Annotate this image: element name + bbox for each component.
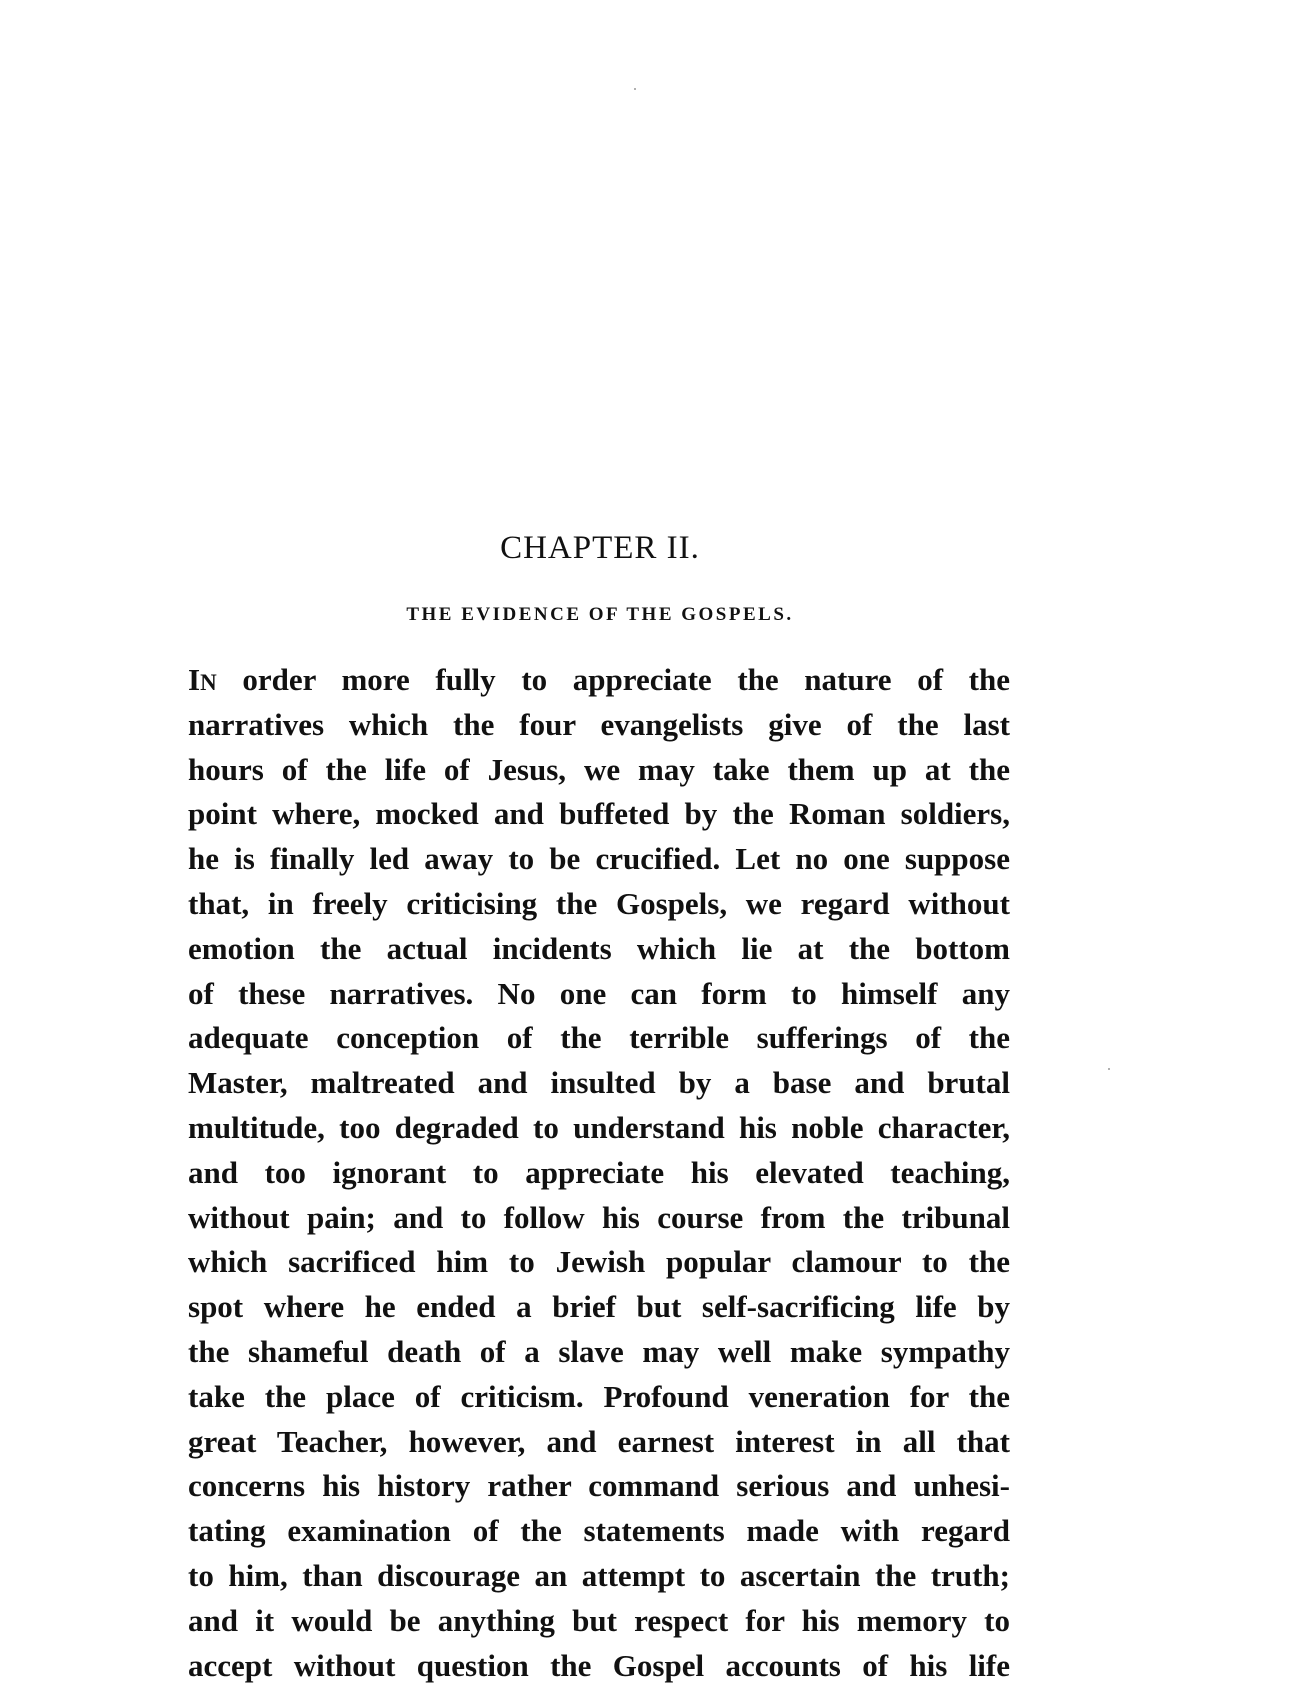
text-line: the shameful death of a slave may well make sympathy	[188, 1333, 1010, 1369]
text-line: take the place of criticism. Profound veneration for the	[188, 1378, 1010, 1414]
text-line: and it would be anything but respect for his memory to	[188, 1602, 1010, 1638]
text-line: point where, mocked and buffeted by the Roman soldiers,	[188, 796, 1010, 832]
text-line: spot where he ended a brief but self-sacrificing life by	[188, 1289, 1010, 1325]
text-line-content: order more fully to appreciate the nature of the	[216, 662, 1010, 697]
text-line: without pain; and to follow his course from the tribunal	[188, 1199, 1010, 1235]
opening-initial: I	[188, 662, 201, 697]
text-line: tating examination of the statements made with regard	[188, 1513, 1010, 1549]
text-line: emotion the actual incidents which lie at the bottom	[188, 930, 1010, 966]
text-line: of these narratives. No one can form to himself any	[188, 975, 1010, 1011]
text-line: hours of the life of Jesus, we may take them up at the	[188, 751, 1010, 787]
text-line: Master, maltreated and insulted by a base and brutal	[188, 1065, 1010, 1101]
text-line: accept without question the Gospel accounts of his life	[188, 1647, 1010, 1683]
opening-small-caps: N	[200, 670, 217, 695]
text-line	[188, 658, 1010, 703]
chapter-title: CHAPTER II.	[500, 530, 700, 566]
text-line: great Teacher, however, and earnest interest in all that	[188, 1423, 1010, 1459]
text-line: narratives which the four evangelists give of the last	[188, 706, 1010, 742]
text-line: and too ignorant to appreciate his elevated teaching,	[188, 1154, 1010, 1190]
text-line: concerns his history rather command serious and unhesi-	[188, 1468, 1010, 1504]
text-line: which sacrificed him to Jewish popular clamour to the	[188, 1244, 1010, 1280]
page-speck	[634, 88, 636, 90]
text-line: adequate conception of the terrible sufferings of the	[188, 1020, 1010, 1056]
body-paragraph	[188, 658, 1010, 1688]
text-line: to him, than discourage an attempt to ascertain the truth;	[188, 1557, 1010, 1593]
text-line: multitude, too degraded to understand his noble character,	[188, 1109, 1010, 1145]
text-line: that, in freely criticising the Gospels, we regard without	[188, 885, 1010, 921]
text-line: he is finally led away to be crucified. Let no one suppose	[188, 841, 1010, 877]
page-speck	[1108, 1068, 1110, 1070]
chapter-subtitle: THE EVIDENCE OF THE GOSPELS.	[406, 604, 794, 625]
